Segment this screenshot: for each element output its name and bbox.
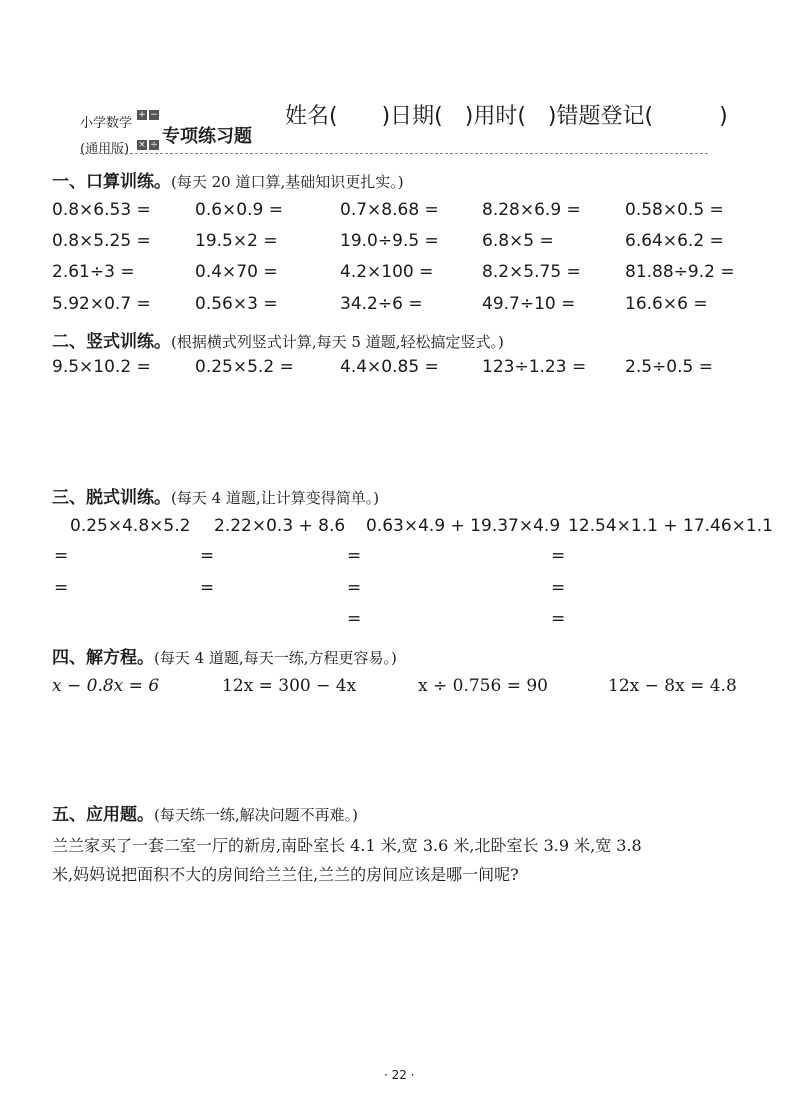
oral-problem: 19.0÷9.5 = xyxy=(340,231,439,251)
equals-sign: = xyxy=(200,578,215,598)
equals-sign: = xyxy=(347,609,362,629)
oral-problem: 49.7÷10 = xyxy=(482,294,576,314)
oral-problem: 4.2×100 = xyxy=(340,262,434,282)
equals-sign: = xyxy=(551,578,566,598)
section-2-heading xyxy=(52,327,504,352)
section-4-title: 四、解方程。 xyxy=(52,648,154,668)
section-2-note: (根据横式列竖式计算,每天 5 道题,轻松搞定竖式。) xyxy=(171,333,504,351)
oral-problem: 0.4×70 = xyxy=(195,262,278,282)
equals-sign: = xyxy=(347,546,362,566)
section-5-title: 五、应用题。 xyxy=(52,805,154,825)
oral-problem: 6.8×5 = xyxy=(482,231,554,251)
equation-problem: x − 0.8x = 6 xyxy=(52,676,160,696)
section-1-heading xyxy=(52,167,404,192)
oral-problem: 8.28×6.9 = xyxy=(482,200,581,220)
section-3-title: 三、脱式训练。 xyxy=(52,488,171,508)
header-divider xyxy=(80,153,708,154)
section-5-note: (每天练一练,解决问题不再难。) xyxy=(154,806,358,824)
plus-icon: + xyxy=(138,110,146,120)
oral-problem: 0.56×3 = xyxy=(195,294,278,314)
equals-sign: = xyxy=(551,546,566,566)
vertical-problem: 2.5÷0.5 = xyxy=(625,357,713,377)
oral-problem: 81.88÷9.2 = xyxy=(625,262,735,282)
equals-sign: = xyxy=(551,609,566,629)
operator-icons xyxy=(137,110,159,156)
vertical-problem: 123÷1.23 = xyxy=(482,357,587,377)
vertical-problem: 4.4×0.85 = xyxy=(340,357,439,377)
word-problem-line-2: 米,妈妈说把面积不大的房间给兰兰住,兰兰的房间应该是哪一间呢? xyxy=(52,865,519,884)
divide-icon: ÷ xyxy=(150,140,158,150)
section-5-heading xyxy=(52,800,358,825)
oral-problem: 0.58×0.5 = xyxy=(625,200,724,220)
minus-icon: − xyxy=(150,110,158,120)
equation-problem: x ÷ 0.756 = 90 xyxy=(418,676,548,696)
oral-problem: 19.5×2 = xyxy=(195,231,278,251)
equals-sign: = xyxy=(54,546,69,566)
section-2-title: 二、竖式训练。 xyxy=(52,332,171,352)
section-1-title: 一、口算训练。 xyxy=(52,172,171,192)
equation-problem: 12x = 300 − 4x xyxy=(222,676,357,696)
brand-line-2: (通用版) xyxy=(80,142,130,157)
series-title: 专项练习题 xyxy=(162,126,252,147)
stepwise-problem: 0.63×4.9 + 19.37×4.9 xyxy=(366,516,561,536)
oral-problem: 0.6×0.9 = xyxy=(195,200,283,220)
vertical-problem: 9.5×10.2 = xyxy=(52,357,151,377)
oral-problem: 2.61÷3 = xyxy=(52,262,135,282)
section-3-note: (每天 4 道题,让计算变得简单。) xyxy=(171,489,380,507)
oral-problem: 0.8×6.53 = xyxy=(52,200,151,220)
page-number: · 22 · xyxy=(384,1068,415,1082)
oral-problem: 8.2×5.75 = xyxy=(482,262,581,282)
brand-line-1: 小学数学 xyxy=(80,116,133,131)
oral-problem: 16.6×6 = xyxy=(625,294,708,314)
stepwise-problem: 2.22×0.3 + 8.6 xyxy=(214,516,346,536)
oral-problem: 34.2÷6 = xyxy=(340,294,423,314)
section-3-heading xyxy=(52,483,379,508)
equals-sign: = xyxy=(200,546,215,566)
vertical-problem: 0.25×5.2 = xyxy=(195,357,294,377)
oral-problem: 0.7×8.68 = xyxy=(340,200,439,220)
section-4-note: (每天 4 道题,每天一练,方程更容易。) xyxy=(154,649,397,667)
section-4-heading xyxy=(52,643,397,668)
equals-sign: = xyxy=(54,578,69,598)
equals-sign: = xyxy=(347,578,362,598)
times-icon: × xyxy=(138,140,146,150)
oral-problem: 6.64×6.2 = xyxy=(625,231,724,251)
oral-problem: 5.92×0.7 = xyxy=(52,294,151,314)
student-info-fields: 姓名( )日期( )用时( )错题登记( ) xyxy=(285,104,728,129)
stepwise-problem: 0.25×4.8×5.2 xyxy=(70,516,191,536)
stepwise-problem: 12.54×1.1 + 17.46×1.1 xyxy=(568,516,773,536)
oral-problem: 0.8×5.25 = xyxy=(52,231,151,251)
word-problem-line-1: 兰兰家买了一套二室一厅的新房,南卧室长 4.1 米,宽 3.6 米,北卧室长 3.9 米,宽 3.8 xyxy=(52,836,642,855)
equation-problem: 12x − 8x = 4.8 xyxy=(608,676,737,696)
section-1-note: (每天 20 道口算,基础知识更扎实。) xyxy=(171,173,404,191)
